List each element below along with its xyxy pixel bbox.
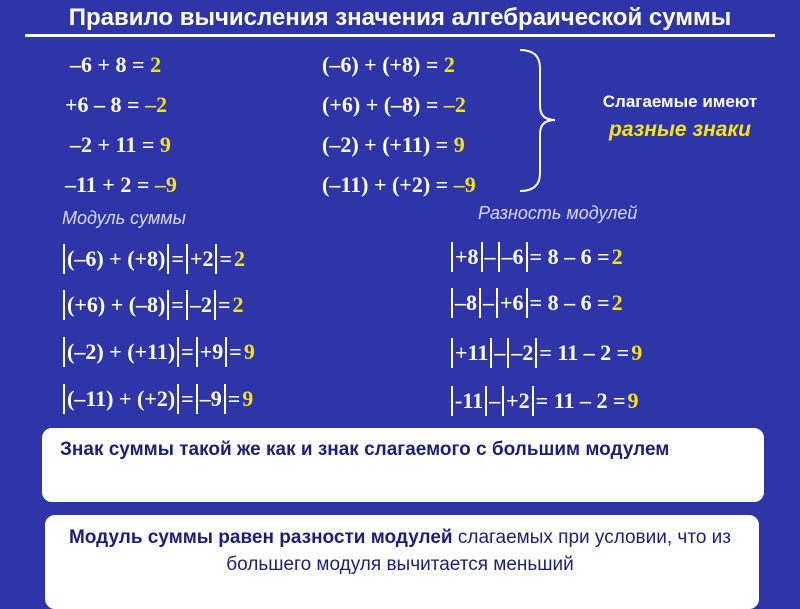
rule-modulus-rest: слагаемых при условии, что из большего модуля вычитается меньший xyxy=(226,527,731,575)
equation-tail: = 8 – 6 = xyxy=(529,290,610,315)
modulus-sum-label: Модуль суммы xyxy=(62,208,186,228)
abs-bar xyxy=(167,244,169,274)
left-equation-3 xyxy=(70,132,171,158)
page-title: Правило вычисления значения алгебраической суммы xyxy=(25,4,775,37)
equation-expr: –2 + 11 = xyxy=(70,132,160,157)
equals-sign: = xyxy=(181,386,194,411)
curly-brace-icon xyxy=(515,48,565,193)
abs-bar xyxy=(451,338,453,368)
minus-sign: – xyxy=(494,340,506,365)
equation-result: 9 xyxy=(631,340,643,365)
equation-tail: = 8 – 6 = xyxy=(529,244,610,269)
note-addends-have: Слагаемые имеют xyxy=(602,92,758,111)
equation-result: 2 xyxy=(234,246,246,271)
equation-expr: (–2) + (+11) = xyxy=(322,132,454,157)
modulus-row-2 xyxy=(62,290,244,320)
abs-b: +6 xyxy=(500,290,524,315)
equation-result: –2 xyxy=(145,92,168,117)
abs-bar xyxy=(177,384,179,414)
abs-b: –6 xyxy=(501,244,524,269)
modulus-row-1 xyxy=(62,244,246,274)
minus-sign: – xyxy=(489,388,501,413)
abs-value: –9 xyxy=(199,386,222,411)
abs-bar xyxy=(479,288,481,318)
equation-result: 2 xyxy=(232,292,244,317)
difference-row-1 xyxy=(450,242,624,272)
abs-a: +11 xyxy=(455,340,489,365)
abs-bar xyxy=(167,290,169,320)
equation-expr: (–6) + (+8) = xyxy=(322,52,444,77)
abs-bar xyxy=(63,384,65,414)
minus-sign: – xyxy=(483,290,494,315)
abs-bar xyxy=(502,386,504,416)
right-equation-1 xyxy=(322,52,455,78)
equation-tail: = xyxy=(227,386,241,411)
abs-bar xyxy=(485,386,487,416)
abs-b: –2 xyxy=(511,340,534,365)
equals-sign: = xyxy=(171,246,184,271)
rule-modulus-bold: Модуль суммы равен разности модулей xyxy=(68,527,453,548)
abs-bar xyxy=(63,337,65,367)
abs-bar xyxy=(451,288,453,318)
rule-modulus-text xyxy=(60,524,740,578)
abs-inner: (–11) + (+2) xyxy=(67,386,176,411)
abs-bar xyxy=(215,244,217,274)
equation-result: –9 xyxy=(154,172,177,197)
equation-result: 9 xyxy=(627,388,639,413)
right-equation-2 xyxy=(322,92,466,118)
abs-bar xyxy=(481,242,483,272)
abs-inner: (–6) + (+8) xyxy=(67,246,166,271)
equation-expr: (+6) + (–8) = xyxy=(322,92,444,117)
abs-bar xyxy=(225,337,227,367)
difference-label: Разность модулей xyxy=(478,203,638,223)
equation-result: 2 xyxy=(611,290,623,315)
abs-value: +2 xyxy=(189,246,214,271)
abs-inner: (–2) + (+11) xyxy=(67,339,176,364)
abs-bar xyxy=(196,384,198,414)
abs-bar xyxy=(496,288,498,318)
equation-result: 9 xyxy=(243,339,255,364)
equation-result: 9 xyxy=(453,132,465,157)
equation-expr: +6 – 8 = xyxy=(65,92,146,117)
left-equation-4 xyxy=(65,172,177,198)
difference-row-2 xyxy=(450,288,624,318)
note-different-signs: разные знаки xyxy=(609,118,751,141)
equation-result: 9 xyxy=(242,386,254,411)
equation-result: –2 xyxy=(443,92,466,117)
abs-bar xyxy=(451,242,453,272)
abs-bar xyxy=(63,290,65,320)
equation-tail: = xyxy=(217,292,231,317)
right-equation-4 xyxy=(322,172,476,198)
abs-a: –8 xyxy=(455,290,477,315)
rule-sign-text: Знак суммы такой же как и знак слагаемого с большим модулем xyxy=(60,439,670,460)
equation-result: 2 xyxy=(443,52,455,77)
equation-result: 2 xyxy=(150,52,162,77)
equation-expr: –11 + 2 = xyxy=(65,172,155,197)
difference-row-3 xyxy=(450,338,643,368)
modulus-row-4 xyxy=(62,384,254,414)
abs-bar xyxy=(526,288,528,318)
abs-bar xyxy=(490,338,492,368)
abs-bar xyxy=(186,244,188,274)
left-equation-1 xyxy=(70,52,161,78)
equation-result: –9 xyxy=(453,172,476,197)
abs-bar xyxy=(532,386,534,416)
abs-bar xyxy=(507,338,509,368)
abs-inner: (+6) + (–8) xyxy=(67,292,166,317)
minus-sign: – xyxy=(484,244,496,269)
abs-bar xyxy=(535,338,537,368)
equals-sign: = xyxy=(171,292,184,317)
equation-result: 9 xyxy=(159,132,171,157)
modulus-row-3 xyxy=(62,337,256,367)
abs-a: -11 xyxy=(455,388,484,413)
difference-row-4 xyxy=(450,386,640,416)
abs-bar xyxy=(177,337,179,367)
equation-tail: = 11 – 2 = xyxy=(539,340,630,365)
right-equation-3 xyxy=(322,132,465,158)
abs-value: –2 xyxy=(189,292,212,317)
abs-bar xyxy=(224,384,226,414)
abs-b: +2 xyxy=(506,388,530,413)
left-equation-2 xyxy=(65,92,167,118)
abs-a: +8 xyxy=(455,244,479,269)
equation-result: 2 xyxy=(611,244,623,269)
equation-tail: = 11 – 2 = xyxy=(535,388,626,413)
abs-bar xyxy=(214,290,216,320)
abs-bar xyxy=(498,242,500,272)
abs-value: +9 xyxy=(199,339,224,364)
equation-expr: (–11) + (+2) = xyxy=(322,172,454,197)
abs-bar xyxy=(526,242,528,272)
abs-bar xyxy=(186,290,188,320)
equals-sign: = xyxy=(181,339,194,364)
equation-tail: = xyxy=(219,246,233,271)
abs-bar xyxy=(196,337,198,367)
abs-bar xyxy=(63,244,65,274)
equation-expr: –6 + 8 = xyxy=(70,52,151,77)
abs-bar xyxy=(451,386,453,416)
equation-tail: = xyxy=(229,339,242,364)
